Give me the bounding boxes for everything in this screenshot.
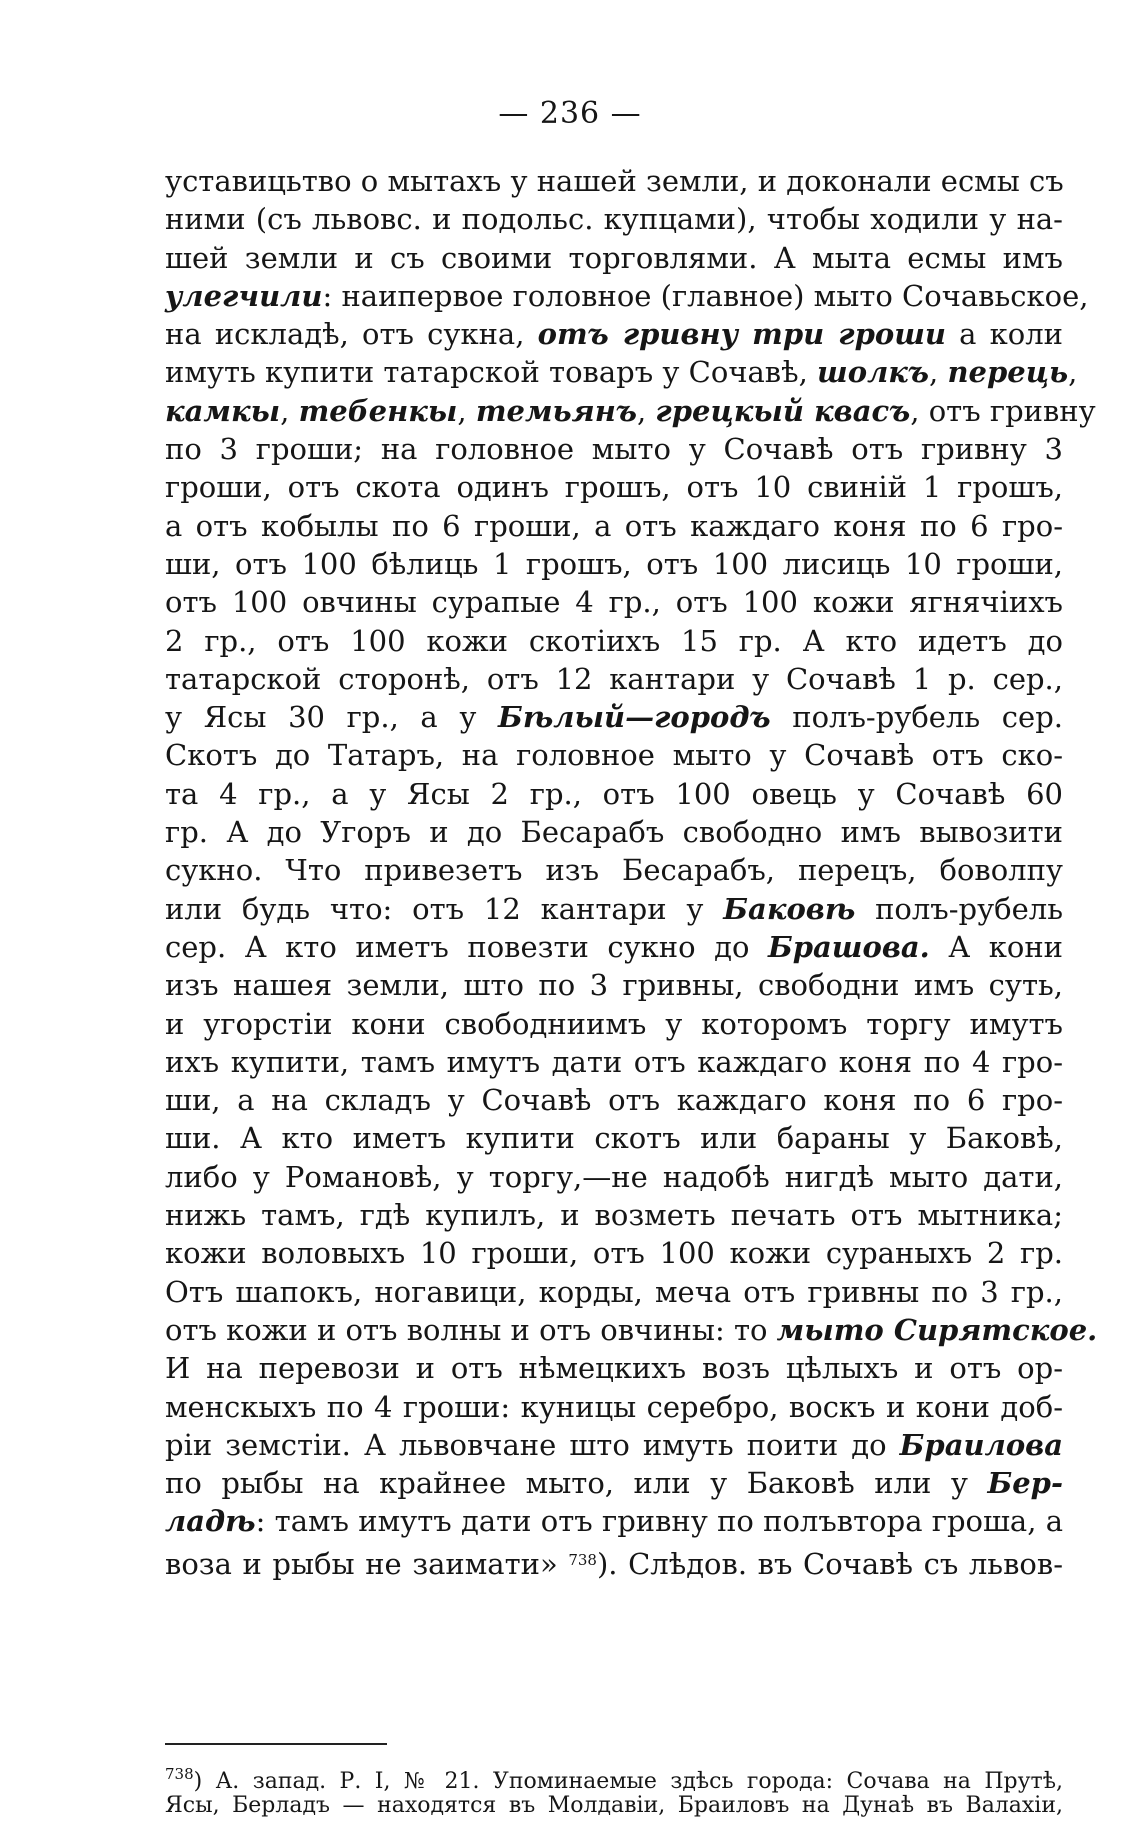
text-segment: по рыбы на крайнее мыто, или у Баковѣ или у: [165, 1466, 988, 1501]
italic-term: грецкый квасъ: [655, 393, 911, 428]
text-segment: воза и рыбы не заимати»: [165, 1546, 569, 1581]
text-segment: гр. А до Угоръ и до Бесарабъ свободно имъ вывозити: [165, 815, 1063, 850]
text-line: [165, 1311, 1098, 1349]
text-segment: уставицьтво о мытахъ у нашей земли, и доконали есмы съ: [165, 164, 1064, 198]
text-segment: : тамъ имутъ дати отъ гривну по полъвтора гроша, а: [255, 1504, 1063, 1539]
page-number: — 236 —: [498, 96, 642, 131]
body-text: [165, 162, 1098, 1581]
text-segment: татарской сторонѣ, отъ 12 кантари у Сочавѣ 1 р. сер.,: [165, 661, 1063, 696]
footnote: [165, 1758, 1063, 1822]
italic-term: отъ гривну три гроши: [537, 317, 946, 352]
text-segment: ними (съ львовс. и подольс. купцами), чтобы ходили у на-: [165, 202, 1063, 237]
text-segment: по 3 гроши; на головное мыто у Сочавѣ отъ гривну 3: [165, 432, 1063, 467]
footnote-marker: 738: [165, 1765, 194, 1783]
text-segment: ши, а на складъ у Сочавѣ отъ каждаго коня по 6 гро-: [165, 1083, 1063, 1118]
text-line: [165, 507, 1063, 545]
text-line: [165, 622, 1063, 660]
text-line: [165, 545, 1063, 583]
text-line: [165, 1005, 1063, 1043]
text-line: [165, 239, 1063, 277]
italic-term: тебенкы: [298, 393, 458, 428]
footnote-reference: 738: [568, 1550, 597, 1569]
text-line: [165, 1541, 1063, 1579]
text-segment: ши, отъ 100 бѣлиць 1 грошъ, отъ 100 лисиць 10 гроши,: [165, 546, 1063, 581]
italic-term: Бер-: [987, 1466, 1063, 1501]
text-segment: гроши, отъ скота одинъ грошъ, отъ 10 свиній 1 грошъ,: [165, 470, 1063, 505]
text-line: [165, 200, 1063, 238]
text-line: [165, 468, 1063, 506]
text-segment: шей земли и съ своими торговлями. А мыта есмы имъ: [165, 240, 1063, 275]
text-segment: ріи земстіи. А львовчане што имуть поити до: [165, 1427, 900, 1462]
text-line: [165, 1426, 1063, 1464]
text-line: [165, 315, 1063, 353]
italic-term: Брашова.: [767, 929, 930, 964]
text-line: [165, 890, 1063, 928]
text-segment: или будь что: отъ 12 кантари у: [165, 891, 724, 926]
text-segment: а коли: [945, 317, 1064, 352]
text-segment: полъ-рубель: [855, 891, 1064, 926]
footnote-line: Ясы, Берладъ — находятся въ Молдавіи, Браиловъ на Дунаѣ въ Валахіи,: [165, 1793, 1063, 1818]
text-segment: ,: [1068, 355, 1078, 390]
text-line: [165, 928, 1063, 966]
text-segment: Скотъ до Татаръ, на головное мыто у Сочавѣ отъ ско-: [165, 738, 1063, 773]
text-segment: полъ-рубель сер.: [770, 700, 1063, 735]
text-line: [165, 583, 1063, 621]
text-line: [165, 430, 1063, 468]
text-line: [165, 1388, 1063, 1426]
text-segment: Отъ шапокъ, ногавици, корды, меча отъ гривны по 3 гр.,: [165, 1274, 1063, 1309]
text-segment: ). Слѣдов. въ Сочавѣ съ львов-: [596, 1546, 1063, 1581]
text-segment: изъ нашея земли, што по 3 гривны, свободни имъ суть,: [165, 968, 1063, 1003]
text-segment: отъ 100 овчины сурапые 4 гр., отъ 100 кожи ягнячіихъ: [165, 585, 1063, 620]
text-segment: у Ясы 30 гр., а у: [165, 700, 499, 735]
footnote-separator: [165, 1743, 387, 1745]
text-segment: ши. А кто иметъ купити скотъ или бараны у Баковѣ,: [165, 1121, 1063, 1156]
text-line: [165, 1196, 1063, 1234]
text-segment: и угорстіи кони свободниимъ у которомъ торгу имутъ: [165, 1006, 1063, 1041]
text-segment: та 4 гр., а у Ясы 2 гр., отъ 100 овець у Сочавѣ 60: [165, 776, 1063, 811]
text-segment: кожи воловыхъ 10 гроши, отъ 100 кожи сураныхъ 2 гр.: [165, 1236, 1063, 1271]
italic-term: Браилова: [899, 1427, 1063, 1462]
text-segment: ,: [636, 393, 656, 428]
italic-term: Баковѣ: [723, 891, 856, 926]
text-line: [165, 353, 1078, 391]
italic-term: перець: [947, 355, 1069, 390]
text-segment: , отъ гривну: [910, 393, 1096, 428]
text-line: [165, 698, 1063, 736]
text-line: [165, 392, 1096, 430]
text-segment: отъ кожи и отъ волны и отъ овчины: то: [165, 1312, 777, 1347]
text-line: [165, 736, 1063, 774]
footnote-text: ) А. запад. Р. I, № 21. Упоминаемые здѣсь города: Сочава на Прутѣ,: [193, 1769, 1063, 1794]
italic-term: улегчили: [165, 278, 323, 313]
text-line: [165, 1502, 1063, 1540]
text-line: [165, 1081, 1063, 1119]
text-segment: И на перевози и отъ нѣмецкихъ возъ цѣлыхъ и отъ ор-: [165, 1351, 1063, 1386]
text-segment: сер. А кто иметъ повезти сукно до: [165, 929, 768, 964]
italic-term: темьянъ: [475, 393, 637, 428]
italic-term: шолкъ: [817, 355, 930, 390]
text-line: [165, 1349, 1063, 1387]
text-line: [165, 1464, 1063, 1502]
text-segment: менскыхъ по 4 гроши: куницы серебро, воскъ и кони доб-: [165, 1389, 1063, 1424]
text-line: [165, 775, 1063, 813]
text-line: [165, 1043, 1063, 1081]
text-line: [165, 1119, 1063, 1157]
text-line: [165, 966, 1063, 1004]
italic-term: мыто Сирятское.: [776, 1312, 1098, 1347]
text-line: [165, 162, 1063, 200]
text-line: [165, 1234, 1063, 1272]
text-line: [165, 277, 1089, 315]
text-line: [165, 1158, 1063, 1196]
text-segment: имуть купити татарской товаръ у Сочавѣ,: [165, 355, 818, 390]
text-segment: сукно. Что привезетъ изъ Бесарабъ, перецъ, боволпу: [165, 853, 1063, 888]
text-segment: ,: [280, 393, 299, 428]
text-segment: А кони: [929, 929, 1063, 964]
text-segment: ихъ купити, тамъ имутъ дати отъ каждаго коня по 4 гро-: [165, 1044, 1063, 1079]
text-segment: нижь тамъ, гдѣ купилъ, и возметь печать отъ мытника;: [165, 1198, 1063, 1233]
text-segment: 2 гр., отъ 100 кожи скотіихъ 15 гр. А кто идетъ до: [165, 623, 1063, 658]
text-segment: ,: [929, 355, 948, 390]
text-line: [165, 813, 1063, 851]
footnote-line: [165, 1758, 1063, 1794]
text-segment: : наипервое головное (главное) мыто Сочавьское,: [322, 278, 1089, 313]
text-line: [165, 660, 1063, 698]
text-segment: либо у Романовѣ, у торгу,—не надобѣ нигдѣ мыто дати,: [165, 1159, 1063, 1194]
italic-term: ладѣ: [165, 1504, 256, 1539]
italic-term: камкы: [165, 393, 281, 428]
text-segment: на искладѣ, отъ сукна,: [165, 317, 538, 352]
text-segment: а отъ кобылы по 6 гроши, а отъ каждаго коня по 6 гро-: [165, 508, 1063, 543]
text-line: [165, 1273, 1063, 1311]
italic-term: Бѣлый—городъ: [498, 700, 771, 735]
text-line: [165, 851, 1063, 889]
text-segment: ,: [457, 393, 476, 428]
